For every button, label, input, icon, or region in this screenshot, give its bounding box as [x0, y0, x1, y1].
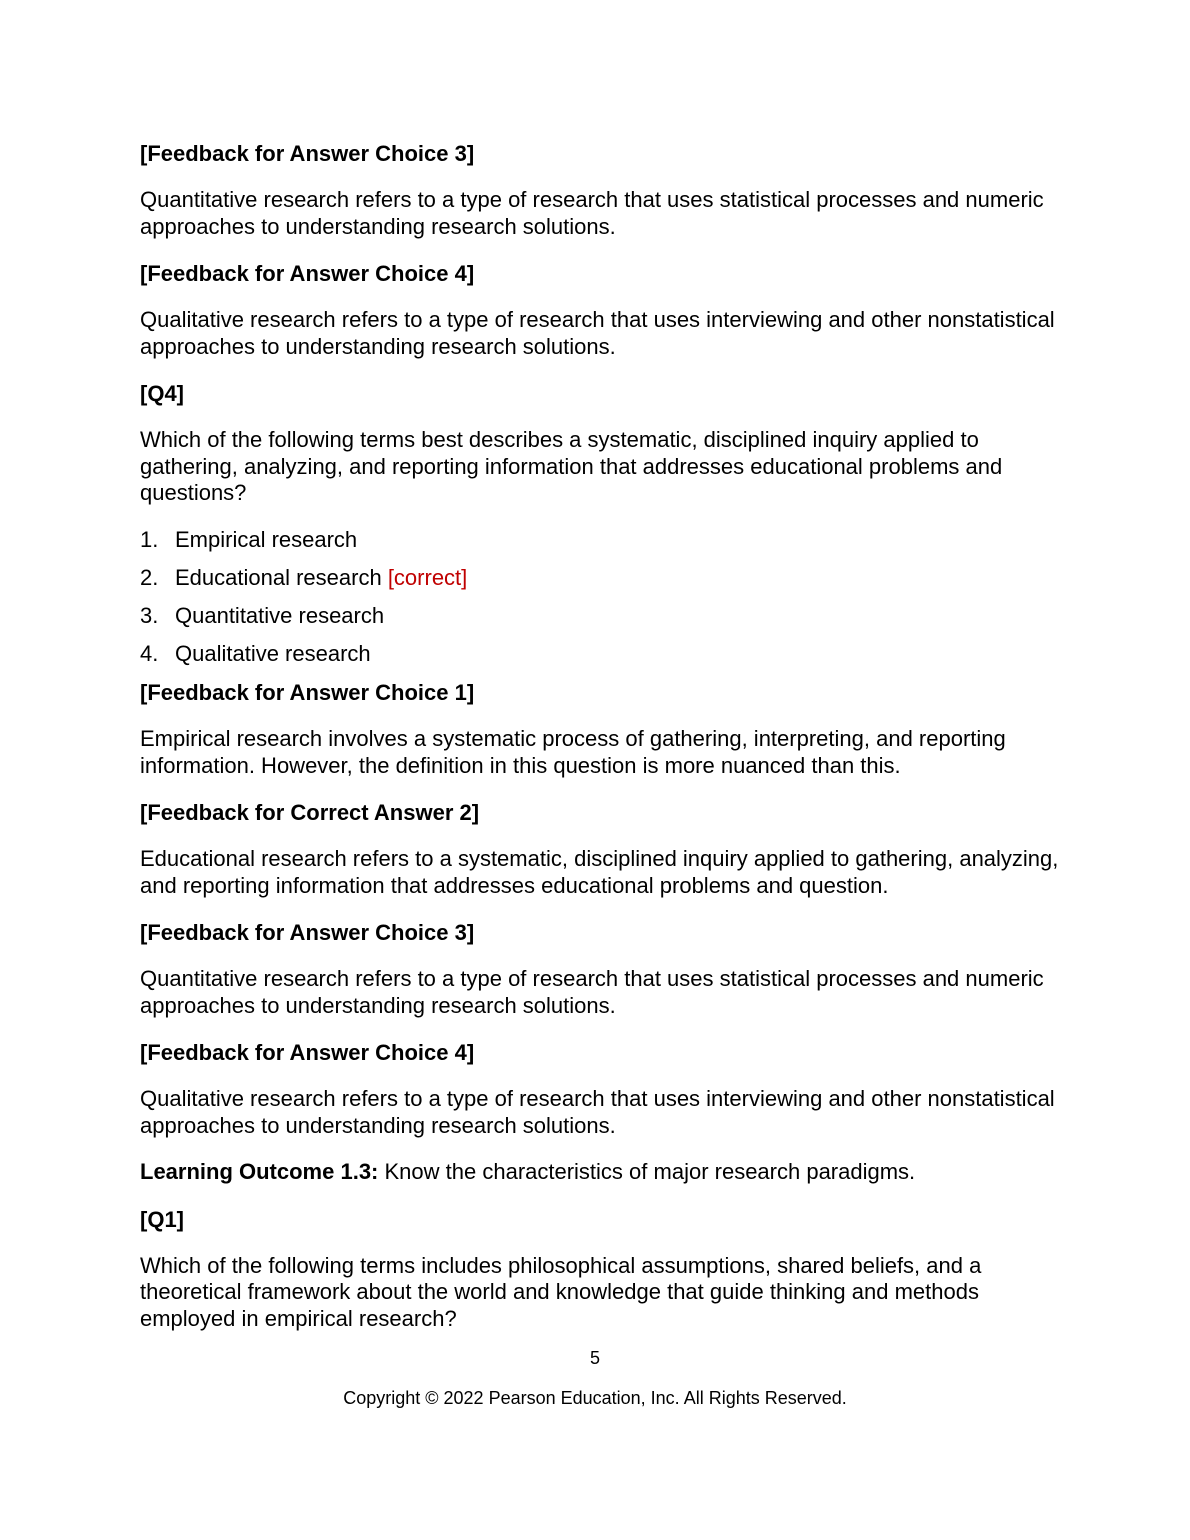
feedback-choice-3-heading: [Feedback for Answer Choice 3] — [140, 920, 475, 945]
copyright-notice: Copyright © 2022 Pearson Education, Inc. All Rights Reserved. — [343, 1388, 847, 1408]
answer-choice — [140, 603, 1060, 630]
feedback-choice-4-text: Qualitative research refers to a type of research that uses interviewing and other nonstatistical approaches to understanding research solutions. — [140, 1086, 1055, 1138]
choice-label: Educational research — [175, 564, 382, 590]
question-4-label: [Q4] — [140, 381, 184, 406]
choice-label: Empirical research — [175, 526, 358, 552]
feedback-choice-3-text: Quantitative research refers to a type of research that uses statistical processes and numeric approaches to understanding research solutions. — [140, 187, 1044, 239]
feedback-choice-1-heading: [Feedback for Answer Choice 1] — [140, 680, 475, 705]
feedback-correct-answer-2-heading: [Feedback for Correct Answer 2] — [140, 800, 480, 825]
learning-outcome-label: Learning Outcome 1.3: — [140, 1159, 379, 1184]
choice-number: 1. — [140, 526, 159, 552]
document-page — [140, 140, 1060, 1352]
choice-label: Quantitative research — [175, 602, 385, 628]
question-1-label: [Q1] — [140, 1206, 184, 1232]
answer-choice — [140, 641, 1060, 668]
choice-number: 2. — [140, 564, 159, 590]
feedback-choice-4-text: Qualitative research refers to a type of research that uses interviewing and other nonstatistical approaches to understanding research solutions. — [140, 307, 1055, 359]
choice-number: 4. — [140, 640, 159, 666]
learning-outcome — [140, 1159, 1060, 1186]
feedback-choice-3-text: Quantitative research refers to a type of research that uses statistical processes and numeric approaches to understanding research solutions. — [140, 966, 1044, 1018]
correct-answer-tag: [correct] — [387, 564, 468, 590]
choice-label: Qualitative research — [175, 640, 371, 666]
feedback-choice-4-heading: [Feedback for Answer Choice 4] — [140, 1040, 475, 1065]
feedback-choice-1-text: Empirical research involves a systematic process of gathering, interpreting, and reporting information. However, the definition in this question is more nuanced than this. — [140, 726, 1006, 778]
feedback-correct-answer-2-text: Educational research refers to a systematic, disciplined inquiry applied to gathering, analyzing, and reporting information that addresses educational problems and question. — [140, 846, 1059, 898]
choice-number: 3. — [140, 602, 159, 628]
page-number: 5 — [589, 1348, 600, 1368]
answer-choice — [140, 527, 1060, 554]
answer-choice — [140, 565, 1060, 592]
feedback-choice-3-heading: [Feedback for Answer Choice 3] — [140, 141, 475, 166]
question-1-text: Which of the following terms includes philosophical assumptions, shared beliefs, and a theoretical framework about the world and knowledge that guide thinking and methods employed in empirical research? — [140, 1252, 982, 1331]
answer-choices-list — [140, 527, 1060, 668]
question-4-text: Which of the following terms best describes a systematic, disciplined inquiry applied to gathering, analyzing, and reporting information that addresses educational problems and questions? — [140, 427, 1003, 505]
learning-outcome-text: Know the characteristics of major research paradigms. — [378, 1159, 916, 1184]
feedback-choice-4-heading: [Feedback for Answer Choice 4] — [140, 261, 475, 286]
